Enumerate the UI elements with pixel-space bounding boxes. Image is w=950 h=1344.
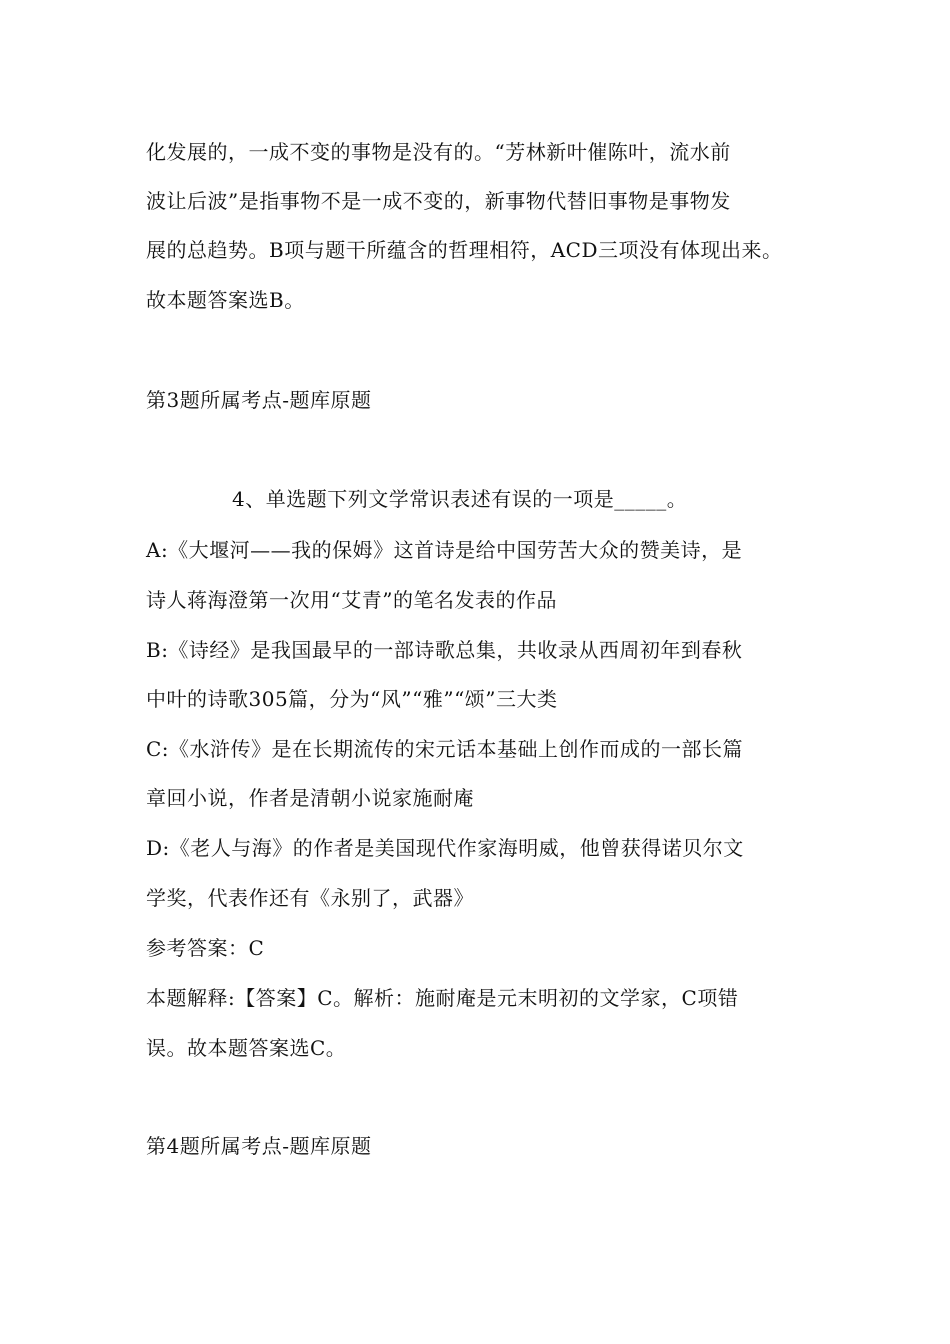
explanation-line-2: 波让后波”是指事物不是一成不变的，新事物代替旧事物是事物发 bbox=[146, 189, 731, 213]
explanation-line-1: 化发展的，一成不变的事物是没有的。“芳林新叶催陈叶，流水前 bbox=[146, 140, 731, 164]
option-b-line-2: 中叶的诗歌305篇，分为“风”“雅”“颂”三大类 bbox=[146, 687, 558, 711]
explanation-line-4: 故本题答案选B。 bbox=[146, 288, 305, 312]
option-c-line-1: C:《水浒传》是在长期流传的宋元话本基础上创作而成的一部长篇 bbox=[146, 737, 744, 761]
option-d-line-2: 学奖，代表作还有《永别了，武器》 bbox=[146, 886, 474, 910]
question-4-stem: 4、单选题下列文学常识表述有误的一项是_____。 bbox=[232, 487, 688, 511]
option-a-line-2: 诗人蒋海澄第一次用“艾青”的笔名发表的作品 bbox=[146, 588, 557, 612]
option-b-line-1: B:《诗经》是我国最早的一部诗歌总集，共收录从西周初年到春秋 bbox=[146, 638, 743, 662]
answer-explanation-line-2: 误。故本题答案选C。 bbox=[146, 1036, 347, 1060]
option-a-line-1: A:《大堰河——我的保姆》这首诗是给中国劳苦大众的赞美诗，是 bbox=[146, 538, 743, 562]
q3-topic-heading: 第3题所属考点-题库原题 bbox=[146, 388, 372, 412]
explanation-line-3: 展的总趋势。B项与题干所蕴含的哲理相符，ACD三项没有体现出来。 bbox=[146, 238, 783, 262]
option-c-line-2: 章回小说，作者是清朝小说家施耐庵 bbox=[146, 786, 474, 810]
option-d-line-1: D:《老人与海》的作者是美国现代作家海明威，他曾获得诺贝尔文 bbox=[146, 836, 744, 860]
answer-explanation-line-1: 本题解释:【答案】C。解析：施耐庵是元末明初的文学家，C项错 bbox=[146, 986, 739, 1010]
q4-topic-heading: 第4题所属考点-题库原题 bbox=[146, 1134, 372, 1158]
reference-answer: 参考答案：C bbox=[146, 936, 265, 960]
